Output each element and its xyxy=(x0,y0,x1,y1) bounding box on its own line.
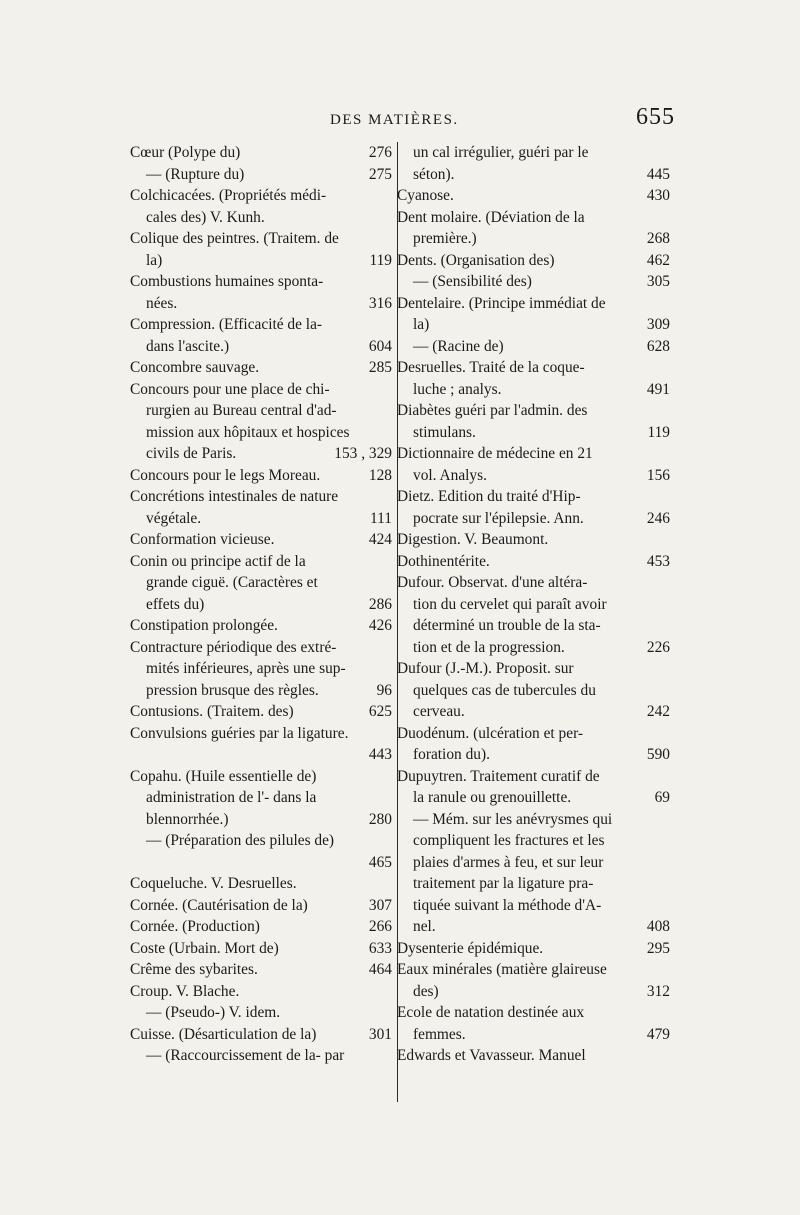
index-entry-line xyxy=(130,465,392,487)
index-entry-line xyxy=(130,228,392,250)
entry-page-ref: 307 xyxy=(368,896,392,914)
index-entry-line xyxy=(130,852,392,874)
entry-text: Concrétions intestinales de nature xyxy=(130,488,339,505)
index-entry-line xyxy=(130,572,392,594)
index-entry-line xyxy=(130,701,392,723)
entry-text: Eaux minérales (matière glaireuse xyxy=(397,961,607,978)
index-entry-line xyxy=(397,787,670,809)
entry-text: Dufour (J.-M.). Proposit. sur xyxy=(397,660,574,677)
entry-page-ref: 301 xyxy=(368,1025,392,1043)
entry-text: Concours pour le legs Moreau. xyxy=(130,466,321,484)
index-entry-line xyxy=(130,207,392,229)
entry-page-ref: 305 xyxy=(646,273,670,290)
entry-page-ref: 312 xyxy=(646,982,670,1000)
entry-page-ref: 268 xyxy=(646,230,670,247)
index-entry-line xyxy=(130,723,392,745)
index-entry-line xyxy=(397,443,670,465)
index-entry-line xyxy=(130,314,392,336)
index-entry-line xyxy=(130,250,392,272)
entry-page-ref: 465 xyxy=(368,853,392,871)
entry-text: Dysenterie épidémique. xyxy=(397,939,544,957)
entry-text: civils de Paris. xyxy=(146,445,237,462)
entry-page-ref: 633 xyxy=(368,939,392,957)
entry-page-ref: 286 xyxy=(368,595,392,613)
entry-text: dans l'ascite.) xyxy=(146,337,230,355)
entry-text: Cornée. (Production) xyxy=(130,918,260,935)
index-entry-line xyxy=(397,637,670,659)
entry-text: Digestion. V. Beaumont. xyxy=(397,531,549,548)
index-entry-line xyxy=(397,529,670,551)
entry-page-ref: 316 xyxy=(368,294,392,312)
entry-text: effets du) xyxy=(146,595,205,613)
entry-text: Ecole de natation destinée aux xyxy=(397,1004,585,1021)
entry-page-ref: 156 xyxy=(646,466,670,484)
index-entry-line xyxy=(130,1045,392,1067)
entry-text: Conformation vicieuse. xyxy=(130,531,275,548)
entry-page-ref: 453 xyxy=(646,552,670,570)
entry-page-ref: 226 xyxy=(646,638,670,656)
entry-text: tiquée suivant la méthode d'A- xyxy=(413,896,602,914)
entry-text: quelques cas de tubercules du xyxy=(413,681,596,699)
entry-text: Dents. (Organisation des) xyxy=(397,251,555,269)
index-entry-line xyxy=(130,1002,392,1024)
entry-text: séton). xyxy=(413,165,455,183)
index-entry-line xyxy=(397,250,670,272)
entry-text: — (Préparation des pilules de) xyxy=(146,832,335,849)
index-entry-line xyxy=(397,701,670,723)
entry-text: rurgien au Bureau central d'ad- xyxy=(146,402,337,419)
entry-page-ref: 280 xyxy=(368,810,392,828)
entry-text: la) xyxy=(413,316,430,333)
index-entry-line xyxy=(397,1045,670,1067)
index-entry-line xyxy=(130,680,392,702)
index-entry-line xyxy=(397,465,670,487)
entry-page-ref: 430 xyxy=(646,187,670,204)
index-entry-line xyxy=(397,1024,670,1046)
entry-text: Dupuytren. Traitement curatif de xyxy=(397,767,600,785)
index-entry-line xyxy=(130,615,392,637)
index-entry-line xyxy=(130,551,392,573)
index-entry-line xyxy=(130,142,392,164)
index-entry-line xyxy=(130,873,392,895)
index-entry-line xyxy=(397,271,670,293)
index-entry-line xyxy=(397,916,670,938)
entry-page-ref: 491 xyxy=(646,380,670,398)
entry-text: Dentelaire. (Principe immédiat de xyxy=(397,294,606,312)
entry-text: pocrate sur l'épilepsie. Ann. xyxy=(413,509,584,527)
entry-text: nel. xyxy=(413,918,436,935)
index-entry-line xyxy=(397,680,670,702)
entry-text: Concours pour une place de chi- xyxy=(130,380,330,398)
index-entry-line xyxy=(397,164,670,186)
index-entry-line xyxy=(130,508,392,530)
entry-text: première.) xyxy=(413,230,477,247)
entry-text: traitement par la ligature pra- xyxy=(413,875,594,892)
index-entry-line xyxy=(397,723,670,745)
index-entry-line xyxy=(130,443,392,465)
entry-text: des) xyxy=(413,982,439,1000)
entry-text: — (Sensibilité des) xyxy=(413,273,532,290)
index-entry-line xyxy=(397,228,670,250)
index-entry-line xyxy=(130,830,392,852)
entry-page-ref: 479 xyxy=(646,1025,670,1043)
entry-page-ref: 462 xyxy=(646,251,670,269)
index-entry-line xyxy=(397,572,670,594)
page-header xyxy=(135,104,675,136)
entry-page-ref: 275 xyxy=(368,165,392,183)
index-entry-line xyxy=(130,916,392,938)
entry-text: stimulans. xyxy=(413,423,476,441)
entry-text: nées. xyxy=(146,294,178,312)
entry-text: — (Rupture du) xyxy=(146,165,245,183)
index-entry-line xyxy=(130,766,392,788)
entry-page-ref: 424 xyxy=(368,531,392,548)
index-entry-line xyxy=(397,809,670,831)
entry-text: Crême des sybarites. xyxy=(130,961,258,978)
entry-text: tion du cervelet qui paraît avoir xyxy=(413,595,607,613)
entry-page-ref: 69 xyxy=(654,789,670,806)
entry-text: Cœur (Polype du) xyxy=(130,144,241,161)
entry-text: tion et de la progression. xyxy=(413,638,565,656)
index-entry-line xyxy=(397,336,670,358)
index-entry-line xyxy=(397,615,670,637)
entry-page-ref: 628 xyxy=(646,337,670,355)
index-entry-line xyxy=(397,1002,670,1024)
index-entry-line xyxy=(130,959,392,981)
entry-text: blennorrhée.) xyxy=(146,810,229,828)
entry-text: Copahu. (Huile essentielle de) xyxy=(130,767,317,785)
index-entry-line xyxy=(130,271,392,293)
index-entry-line xyxy=(130,164,392,186)
entry-text: plaies d'armes à feu, et sur leur xyxy=(413,853,604,871)
entry-text: Desruelles. Traité de la coque- xyxy=(397,359,585,376)
index-entry-line xyxy=(130,787,392,809)
entry-page-ref: 119 xyxy=(647,423,670,441)
index-entry-line xyxy=(397,314,670,336)
entry-text: grande ciguë. (Caractères et xyxy=(146,574,318,591)
index-entry-line xyxy=(130,529,392,551)
entry-page-ref: 266 xyxy=(368,918,392,935)
index-entry-line xyxy=(397,658,670,680)
index-column-right xyxy=(397,142,670,1067)
index-entry-line xyxy=(397,379,670,401)
index-entry-line xyxy=(397,895,670,917)
entry-text: cales des) V. Kunh. xyxy=(146,208,265,226)
index-entry-line xyxy=(397,486,670,508)
index-entry-line xyxy=(397,830,670,852)
entry-page-ref: 309 xyxy=(646,316,670,333)
page-number: 655 xyxy=(636,104,675,130)
entry-page-ref: 153 , 329 xyxy=(334,445,392,462)
entry-page-ref: 285 xyxy=(368,359,392,376)
index-entry-line xyxy=(397,938,670,960)
entry-text: Contusions. (Traitem. des) xyxy=(130,703,294,720)
index-entry-line xyxy=(130,895,392,917)
entry-page-ref: 295 xyxy=(646,939,670,957)
entry-text: mités inférieures, après une sup- xyxy=(146,660,346,677)
index-entry-line xyxy=(130,938,392,960)
entry-text: — (Raccourcissement de la- par xyxy=(146,1047,345,1064)
entry-text: végétale. xyxy=(146,509,202,527)
entry-page-ref: 625 xyxy=(368,703,392,720)
index-column-left xyxy=(130,142,392,1067)
entry-page-ref: 590 xyxy=(646,746,670,763)
entry-page-ref: 426 xyxy=(368,617,392,634)
index-entry-line xyxy=(130,379,392,401)
entry-text: luche ; analys. xyxy=(413,380,502,398)
entry-text: — (Racine de) xyxy=(413,337,504,355)
entry-text: Coste (Urbain. Mort de) xyxy=(130,939,279,957)
entry-text: Combustions humaines sponta- xyxy=(130,273,324,290)
entry-text: Dufour. Observat. d'une altéra- xyxy=(397,574,588,591)
entry-page-ref: 276 xyxy=(368,144,392,161)
index-entry-line xyxy=(397,207,670,229)
index-entry-line xyxy=(130,293,392,315)
entry-page-ref: 128 xyxy=(368,466,392,484)
index-entry-line xyxy=(397,508,670,530)
entry-text: vol. Analys. xyxy=(413,466,487,484)
entry-text: Concombre sauvage. xyxy=(130,359,260,376)
index-entry-line xyxy=(130,422,392,444)
index-entry-line xyxy=(397,551,670,573)
entry-text: pression brusque des règles. xyxy=(146,681,319,699)
entry-text: Cornée. (Cautérisation de la) xyxy=(130,896,308,914)
index-entry-line xyxy=(130,637,392,659)
index-entry-line xyxy=(130,981,392,1003)
index-entry-line xyxy=(130,1024,392,1046)
entry-text: la) xyxy=(146,251,163,269)
entry-page-ref: 464 xyxy=(368,961,392,978)
entry-page-ref: 445 xyxy=(646,165,670,183)
entry-text: Colchicacées. (Propriétés médi- xyxy=(130,187,327,204)
entry-text: administration de l'- dans la xyxy=(146,789,317,806)
entry-text: Cuisse. (Désarticulation de la) xyxy=(130,1025,317,1043)
index-entry-line xyxy=(397,142,670,164)
entry-text: Dothinentérite. xyxy=(397,552,490,570)
index-entry-line xyxy=(130,357,392,379)
index-entry-line xyxy=(130,658,392,680)
entry-page-ref: 119 xyxy=(369,251,392,269)
entry-page-ref: 408 xyxy=(646,918,670,935)
index-entry-line xyxy=(130,594,392,616)
index-entry-line xyxy=(397,293,670,315)
index-entry-line xyxy=(397,422,670,444)
entry-page-ref: 111 xyxy=(370,509,392,527)
entry-text: foration du). xyxy=(413,746,490,763)
index-entry-line xyxy=(397,744,670,766)
entry-text: Contracture périodique des extré- xyxy=(130,638,337,656)
entry-text: déterminé un trouble de la sta- xyxy=(413,617,601,634)
entry-text: Constipation prolongée. xyxy=(130,617,278,634)
index-entry-line xyxy=(397,400,670,422)
index-entry-line xyxy=(130,744,392,766)
entry-page-ref: 246 xyxy=(646,509,670,527)
entry-text: — Mém. sur les anévrysmes qui xyxy=(413,810,613,828)
index-entry-line xyxy=(397,185,670,207)
index-entry-line xyxy=(397,594,670,616)
entry-text: Cyanose. xyxy=(397,187,454,204)
entry-text: Colique des peintres. (Traitem. de xyxy=(130,230,339,247)
entry-text: Diabètes guéri par l'admin. des xyxy=(397,402,588,419)
entry-text: femmes. xyxy=(413,1025,466,1043)
entry-text: Convulsions guéries par la ligature. xyxy=(130,724,349,742)
entry-text: Dietz. Edition du traité d'Hip- xyxy=(397,488,581,505)
entry-page-ref: 604 xyxy=(368,337,392,355)
entry-text: un cal irrégulier, guéri par le xyxy=(413,144,589,161)
entry-page-ref: 96 xyxy=(376,681,392,699)
running-title: DES MATIÈRES. xyxy=(330,112,459,128)
index-entry-line xyxy=(130,336,392,358)
entry-text: compliquent les fractures et les xyxy=(413,832,605,849)
entry-text: Conin ou principe actif de la xyxy=(130,552,306,570)
entry-text: Dictionnaire de médecine en 21 xyxy=(397,445,593,462)
entry-page-ref: 242 xyxy=(646,703,670,720)
entry-text: Coqueluche. V. Desruelles. xyxy=(130,875,297,892)
entry-page-ref: 443 xyxy=(368,746,392,763)
entry-text: Edwards et Vavasseur. Manuel xyxy=(397,1047,586,1064)
index-entry-line xyxy=(130,400,392,422)
index-entry-line xyxy=(130,185,392,207)
index-entry-line xyxy=(130,486,392,508)
entry-text: mission aux hôpitaux et hospices xyxy=(146,423,350,441)
entry-text: Croup. V. Blache. xyxy=(130,982,240,1000)
index-entry-line xyxy=(130,809,392,831)
entry-text: Compression. (Efficacité de la- xyxy=(130,316,323,333)
entry-text: — (Pseudo-) V. idem. xyxy=(146,1004,281,1021)
entry-text: cerveau. xyxy=(413,703,465,720)
index-entry-line xyxy=(397,766,670,788)
index-entry-line xyxy=(397,357,670,379)
index-entry-line xyxy=(397,981,670,1003)
index-entry-line xyxy=(397,873,670,895)
index-entry-line xyxy=(397,852,670,874)
index-entry-line xyxy=(397,959,670,981)
entry-text: Duodénum. (ulcération et per- xyxy=(397,724,584,742)
entry-text: Dent molaire. (Déviation de la xyxy=(397,208,585,226)
entry-text: la ranule ou grenouillette. xyxy=(413,789,572,806)
